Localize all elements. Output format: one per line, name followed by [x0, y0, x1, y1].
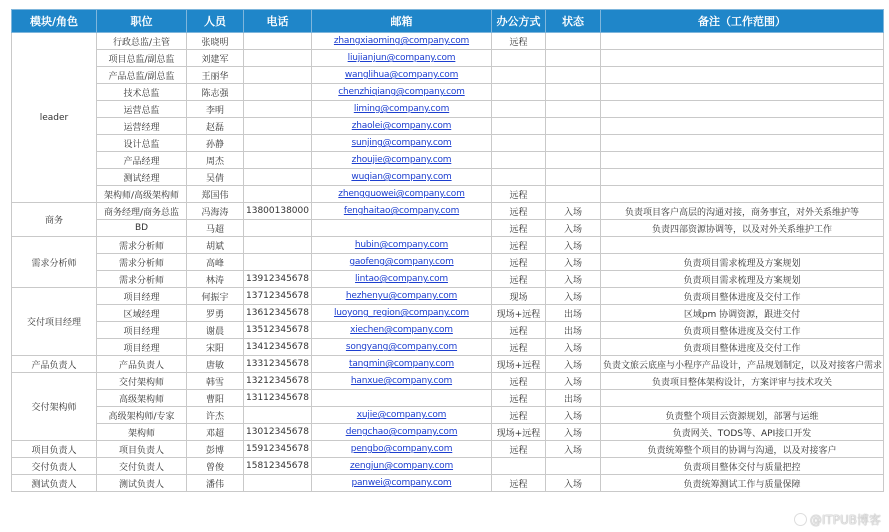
position-cell[interactable]: 需求分析师: [97, 254, 187, 271]
module-cell[interactable]: 交付架构师: [12, 373, 97, 441]
status-cell[interactable]: [546, 152, 601, 169]
note-cell[interactable]: 负责项目客户高层的沟通对接，商务事宜，对外关系维护等: [601, 203, 884, 220]
status-cell[interactable]: 入场: [546, 356, 601, 373]
column-header[interactable]: 状态: [546, 10, 601, 33]
status-cell[interactable]: 入场: [546, 237, 601, 254]
mode-cell[interactable]: 远程: [492, 237, 546, 254]
table-row[interactable]: [12, 50, 884, 67]
email-cell[interactable]: gaofeng@company.com: [312, 254, 492, 271]
status-cell[interactable]: [546, 135, 601, 152]
status-cell[interactable]: [546, 458, 601, 475]
mode-cell[interactable]: 现场: [492, 288, 546, 305]
status-cell[interactable]: 出场: [546, 390, 601, 407]
position-cell[interactable]: 行政总监/主管: [97, 33, 187, 50]
email-cell[interactable]: zhengguowei@company.com: [312, 186, 492, 203]
email-cell[interactable]: zhaolei@company.com: [312, 118, 492, 135]
status-cell[interactable]: 入场: [546, 475, 601, 492]
status-cell[interactable]: 入场: [546, 288, 601, 305]
note-cell[interactable]: 负责四部资源协调等，以及对外关系维护工作: [601, 220, 884, 237]
staff-table: [11, 9, 884, 492]
name-cell[interactable]: 刘建军: [187, 50, 244, 67]
mode-cell[interactable]: 远程: [492, 441, 546, 458]
position-cell[interactable]: 交付负责人: [97, 458, 187, 475]
position-cell[interactable]: 架构师: [97, 424, 187, 441]
status-cell[interactable]: 入场: [546, 373, 601, 390]
email-cell[interactable]: lintao@company.com: [312, 271, 492, 288]
position-cell[interactable]: 高级架构师/专家: [97, 407, 187, 424]
note-cell[interactable]: [601, 33, 884, 50]
name-cell[interactable]: 潘伟: [187, 475, 244, 492]
status-cell[interactable]: 入场: [546, 441, 601, 458]
status-cell[interactable]: 入场: [546, 220, 601, 237]
status-cell[interactable]: [546, 50, 601, 67]
name-cell[interactable]: 周杰: [187, 152, 244, 169]
table-row[interactable]: [12, 458, 884, 475]
table-row[interactable]: [12, 271, 884, 288]
module-cell[interactable]: 测试负责人: [12, 475, 97, 492]
table-row[interactable]: [12, 67, 884, 84]
position-cell[interactable]: 需求分析师: [97, 237, 187, 254]
note-cell[interactable]: 负责统筹整个项目的协调与沟通，以及对接客户: [601, 441, 884, 458]
position-cell[interactable]: 运营总监: [97, 101, 187, 118]
status-cell[interactable]: 出场: [546, 322, 601, 339]
table-row[interactable]: [12, 33, 884, 50]
note-cell[interactable]: 负责项目整体架构设计，方案评审与技术攻关: [601, 373, 884, 390]
note-cell[interactable]: 负责项目需求梳理及方案规划: [601, 271, 884, 288]
name-cell[interactable]: 唐敏: [187, 356, 244, 373]
note-cell[interactable]: 负责项目整体进度及交付工作: [601, 288, 884, 305]
phone-cell[interactable]: [244, 152, 312, 169]
phone-cell[interactable]: 13212345678: [244, 373, 312, 390]
status-cell[interactable]: [546, 101, 601, 118]
table-row[interactable]: [12, 475, 884, 492]
name-cell[interactable]: 胡斌: [187, 237, 244, 254]
phone-cell[interactable]: 13312345678: [244, 356, 312, 373]
note-cell[interactable]: [601, 118, 884, 135]
note-cell[interactable]: [601, 135, 884, 152]
table-row[interactable]: [12, 407, 884, 424]
email-cell[interactable]: [312, 220, 492, 237]
name-cell[interactable]: 许杰: [187, 407, 244, 424]
column-header[interactable]: 办公方式: [492, 10, 546, 33]
position-cell[interactable]: 交付架构师: [97, 373, 187, 390]
position-cell[interactable]: 测试负责人: [97, 475, 187, 492]
phone-cell[interactable]: 13612345678: [244, 305, 312, 322]
phone-cell[interactable]: [244, 220, 312, 237]
status-cell[interactable]: 入场: [546, 339, 601, 356]
name-cell[interactable]: 吴倩: [187, 169, 244, 186]
email-cell[interactable]: zhoujie@company.com: [312, 152, 492, 169]
mode-cell[interactable]: 远程: [492, 407, 546, 424]
position-cell[interactable]: 架构师/高级架构师: [97, 186, 187, 203]
note-cell[interactable]: 负责项目整体进度及交付工作: [601, 339, 884, 356]
position-cell[interactable]: 项目总监/副总监: [97, 50, 187, 67]
email-cell[interactable]: hubin@company.com: [312, 237, 492, 254]
position-cell[interactable]: 需求分析师: [97, 271, 187, 288]
name-cell[interactable]: 林涛: [187, 271, 244, 288]
mode-cell[interactable]: 远程: [492, 186, 546, 203]
watermark: @ITPUB博客: [794, 511, 881, 528]
table-row[interactable]: [12, 288, 884, 305]
module-cell[interactable]: 交付负责人: [12, 458, 97, 475]
mode-cell[interactable]: [492, 84, 546, 101]
table-row[interactable]: [12, 203, 884, 220]
table-row[interactable]: [12, 390, 884, 407]
phone-cell[interactable]: [244, 254, 312, 271]
mode-cell[interactable]: [492, 67, 546, 84]
table-row[interactable]: [12, 84, 884, 101]
note-cell[interactable]: [601, 390, 884, 407]
note-cell[interactable]: [601, 186, 884, 203]
position-cell[interactable]: 产品总监/副总监: [97, 67, 187, 84]
mode-cell[interactable]: [492, 118, 546, 135]
status-cell[interactable]: 入场: [546, 203, 601, 220]
mode-cell[interactable]: 远程: [492, 203, 546, 220]
column-header[interactable]: 模块/角色: [12, 10, 97, 33]
email-cell[interactable]: luoyong_region@company.com: [312, 305, 492, 322]
position-cell[interactable]: 项目负责人: [97, 441, 187, 458]
note-cell[interactable]: [601, 237, 884, 254]
email-cell[interactable]: wanglihua@company.com: [312, 67, 492, 84]
table-row[interactable]: [12, 373, 884, 390]
email-cell[interactable]: songyang@company.com: [312, 339, 492, 356]
note-cell[interactable]: [601, 101, 884, 118]
phone-cell[interactable]: 13112345678: [244, 390, 312, 407]
watermark-icon: [794, 513, 807, 526]
email-cell[interactable]: hezhenyu@company.com: [312, 288, 492, 305]
table-row[interactable]: [12, 339, 884, 356]
mode-cell[interactable]: 现场+远程: [492, 356, 546, 373]
phone-cell[interactable]: 13912345678: [244, 271, 312, 288]
table-body: [12, 33, 884, 492]
email-cell[interactable]: liming@company.com: [312, 101, 492, 118]
mode-cell[interactable]: [492, 50, 546, 67]
status-cell[interactable]: 出场: [546, 305, 601, 322]
name-cell[interactable]: 冯海涛: [187, 203, 244, 220]
mode-cell[interactable]: 远程: [492, 373, 546, 390]
status-cell[interactable]: 入场: [546, 271, 601, 288]
note-cell[interactable]: 负责统筹测试工作与质量保障: [601, 475, 884, 492]
name-cell[interactable]: 张晓明: [187, 33, 244, 50]
name-cell[interactable]: 陈志强: [187, 84, 244, 101]
name-cell[interactable]: 曾俊: [187, 458, 244, 475]
position-cell[interactable]: 测试经理: [97, 169, 187, 186]
status-cell[interactable]: 入场: [546, 407, 601, 424]
module-cell[interactable]: 项目负责人: [12, 441, 97, 458]
email-cell[interactable]: dengchao@company.com: [312, 424, 492, 441]
email-cell[interactable]: liujianjun@company.com: [312, 50, 492, 67]
position-cell[interactable]: 项目经理: [97, 288, 187, 305]
email-cell[interactable]: fenghaitao@company.com: [312, 203, 492, 220]
email-cell[interactable]: tangmin@company.com: [312, 356, 492, 373]
phone-cell[interactable]: 15812345678: [244, 458, 312, 475]
note-cell[interactable]: 负责整个项目云资源规划，部署与运维: [601, 407, 884, 424]
table-row[interactable]: [12, 186, 884, 203]
name-cell[interactable]: 宋阳: [187, 339, 244, 356]
table-row[interactable]: [12, 169, 884, 186]
phone-cell[interactable]: 13712345678: [244, 288, 312, 305]
email-cell[interactable]: xujie@company.com: [312, 407, 492, 424]
table-row[interactable]: [12, 135, 884, 152]
position-cell[interactable]: 产品经理: [97, 152, 187, 169]
phone-cell[interactable]: [244, 101, 312, 118]
table-row[interactable]: [12, 220, 884, 237]
header-row: [12, 10, 884, 33]
phone-cell[interactable]: [244, 84, 312, 101]
module-cell[interactable]: 交付项目经理: [12, 288, 97, 356]
status-cell[interactable]: 入场: [546, 254, 601, 271]
email-cell[interactable]: zengjun@company.com: [312, 458, 492, 475]
position-cell[interactable]: 区域经理: [97, 305, 187, 322]
note-cell[interactable]: [601, 152, 884, 169]
name-cell[interactable]: 马超: [187, 220, 244, 237]
note-cell[interactable]: [601, 84, 884, 101]
table-row[interactable]: [12, 254, 884, 271]
table-row[interactable]: [12, 237, 884, 254]
column-header[interactable]: 职位: [97, 10, 187, 33]
phone-cell[interactable]: 13512345678: [244, 322, 312, 339]
phone-cell[interactable]: [244, 407, 312, 424]
position-cell[interactable]: 高级架构师: [97, 390, 187, 407]
email-cell[interactable]: zhangxiaoming@company.com: [312, 33, 492, 50]
name-cell[interactable]: 邓超: [187, 424, 244, 441]
note-cell[interactable]: 负责项目需求梳理及方案规划: [601, 254, 884, 271]
mode-cell[interactable]: 远程: [492, 390, 546, 407]
note-cell[interactable]: [601, 50, 884, 67]
email-cell[interactable]: sunjing@company.com: [312, 135, 492, 152]
note-cell[interactable]: 区域pm 协调资源，跟进交付: [601, 305, 884, 322]
table-row[interactable]: [12, 101, 884, 118]
name-cell[interactable]: 孙静: [187, 135, 244, 152]
name-cell[interactable]: 赵磊: [187, 118, 244, 135]
table-row[interactable]: [12, 118, 884, 135]
name-cell[interactable]: 彭博: [187, 441, 244, 458]
phone-cell[interactable]: [244, 33, 312, 50]
email-cell[interactable]: hanxue@company.com: [312, 373, 492, 390]
column-header[interactable]: 备注（工作范围）: [601, 10, 884, 33]
name-cell[interactable]: 郑国伟: [187, 186, 244, 203]
mode-cell[interactable]: [492, 152, 546, 169]
phone-cell[interactable]: [244, 118, 312, 135]
phone-cell[interactable]: 13800138000: [244, 203, 312, 220]
position-cell[interactable]: 设计总监: [97, 135, 187, 152]
mode-cell[interactable]: [492, 169, 546, 186]
phone-cell[interactable]: 15912345678: [244, 441, 312, 458]
module-cell[interactable]: 商务: [12, 203, 97, 237]
mode-cell[interactable]: 现场+远程: [492, 305, 546, 322]
phone-cell[interactable]: [244, 186, 312, 203]
mode-cell[interactable]: 远程: [492, 339, 546, 356]
email-cell[interactable]: panwei@company.com: [312, 475, 492, 492]
email-cell[interactable]: wuqian@company.com: [312, 169, 492, 186]
module-cell[interactable]: 产品负责人: [12, 356, 97, 373]
mode-cell[interactable]: [492, 135, 546, 152]
table-row[interactable]: [12, 424, 884, 441]
status-cell[interactable]: [546, 84, 601, 101]
note-cell[interactable]: 负责项目整体进度及交付工作: [601, 322, 884, 339]
phone-cell[interactable]: [244, 237, 312, 254]
status-cell[interactable]: [546, 186, 601, 203]
email-cell[interactable]: chenzhiqiang@company.com: [312, 84, 492, 101]
status-cell[interactable]: 入场: [546, 424, 601, 441]
column-header[interactable]: 人员: [187, 10, 244, 33]
table-row[interactable]: [12, 356, 884, 373]
name-cell[interactable]: 高峰: [187, 254, 244, 271]
mode-cell[interactable]: 远程: [492, 220, 546, 237]
name-cell[interactable]: 罗勇: [187, 305, 244, 322]
mode-cell[interactable]: 远程: [492, 322, 546, 339]
position-cell[interactable]: 项目经理: [97, 322, 187, 339]
position-cell[interactable]: 运营经理: [97, 118, 187, 135]
phone-cell[interactable]: [244, 169, 312, 186]
note-cell[interactable]: 负责项目整体交付与质量把控: [601, 458, 884, 475]
name-cell[interactable]: 韩雪: [187, 373, 244, 390]
status-cell[interactable]: [546, 169, 601, 186]
note-cell[interactable]: [601, 169, 884, 186]
position-cell[interactable]: BD: [97, 220, 187, 237]
position-cell[interactable]: 项目经理: [97, 339, 187, 356]
note-cell[interactable]: 负责文旅云底座与小程序产品设计，产品规划制定，以及对接客户需求: [601, 356, 884, 373]
name-cell[interactable]: 谢晨: [187, 322, 244, 339]
name-cell[interactable]: 何振宇: [187, 288, 244, 305]
table-row[interactable]: [12, 441, 884, 458]
phone-cell[interactable]: 13412345678: [244, 339, 312, 356]
mode-cell[interactable]: 远程: [492, 475, 546, 492]
name-cell[interactable]: 王丽华: [187, 67, 244, 84]
mode-cell[interactable]: [492, 101, 546, 118]
column-header[interactable]: 电话: [244, 10, 312, 33]
phone-cell[interactable]: [244, 50, 312, 67]
module-cell[interactable]: 需求分析师: [12, 237, 97, 288]
email-cell[interactable]: xiechen@company.com: [312, 322, 492, 339]
module-cell[interactable]: leader: [12, 33, 97, 203]
phone-cell[interactable]: [244, 67, 312, 84]
mode-cell[interactable]: [492, 458, 546, 475]
name-cell[interactable]: 李明: [187, 101, 244, 118]
table-row[interactable]: [12, 152, 884, 169]
note-cell[interactable]: 负责网关、TODS等、API接口开发: [601, 424, 884, 441]
mode-cell[interactable]: 现场+远程: [492, 424, 546, 441]
position-cell[interactable]: 技术总监: [97, 84, 187, 101]
email-cell[interactable]: [312, 390, 492, 407]
phone-cell[interactable]: [244, 135, 312, 152]
note-cell[interactable]: [601, 67, 884, 84]
status-cell[interactable]: [546, 33, 601, 50]
mode-cell[interactable]: 远程: [492, 33, 546, 50]
name-cell[interactable]: 曹阳: [187, 390, 244, 407]
phone-cell[interactable]: [244, 475, 312, 492]
status-cell[interactable]: [546, 67, 601, 84]
position-cell[interactable]: 商务经理/商务总监: [97, 203, 187, 220]
mode-cell[interactable]: 远程: [492, 254, 546, 271]
phone-cell[interactable]: 13012345678: [244, 424, 312, 441]
status-cell[interactable]: [546, 118, 601, 135]
email-cell[interactable]: pengbo@company.com: [312, 441, 492, 458]
position-cell[interactable]: 产品负责人: [97, 356, 187, 373]
table-row[interactable]: [12, 305, 884, 322]
mode-cell[interactable]: 远程: [492, 271, 546, 288]
column-header[interactable]: 邮箱: [312, 10, 492, 33]
table-row[interactable]: [12, 322, 884, 339]
